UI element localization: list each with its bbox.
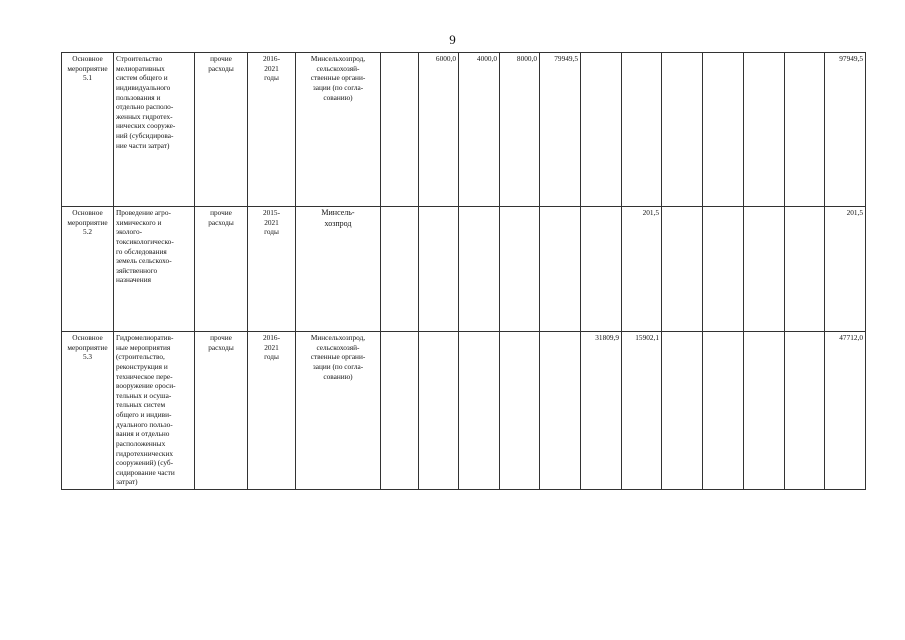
total-cell: 201,5 xyxy=(825,207,866,332)
expense-type-cell: прочие расходы xyxy=(195,332,248,490)
value-cell xyxy=(662,332,703,490)
value-cell xyxy=(662,53,703,207)
value-cell xyxy=(459,332,500,490)
executor-cell: Минсель- хозпрод xyxy=(296,207,381,332)
value-cell: 8000,0 xyxy=(500,53,540,207)
value-cell xyxy=(703,332,744,490)
value-cell xyxy=(540,207,581,332)
value-cell xyxy=(744,207,785,332)
value-cell xyxy=(381,207,419,332)
value-cell: 201,5 xyxy=(622,207,662,332)
value-cell xyxy=(419,332,459,490)
value-cell xyxy=(581,53,622,207)
period-cell: 2015- 2021 годы xyxy=(248,207,296,332)
value-cell xyxy=(744,53,785,207)
measure-description-cell: Проведение агро- химического и эколого- токсикологическо- го обследования земель сельскохо- зяйственного назначения xyxy=(114,207,195,332)
value-cell xyxy=(785,332,825,490)
value-cell xyxy=(581,207,622,332)
value-cell xyxy=(381,53,419,207)
executor-cell: Минсельхозпрод, сельскохозяй- ственные органи- зации (по согла- сованию) xyxy=(296,332,381,490)
value-cell xyxy=(785,207,825,332)
value-cell xyxy=(500,207,540,332)
budget-table xyxy=(61,52,866,490)
value-cell xyxy=(785,53,825,207)
total-cell: 97949,5 xyxy=(825,53,866,207)
table-row xyxy=(62,207,866,332)
value-cell: 15902,1 xyxy=(622,332,662,490)
expense-type-cell: прочие расходы xyxy=(195,207,248,332)
value-cell xyxy=(662,207,703,332)
value-cell xyxy=(540,332,581,490)
value-cell xyxy=(381,332,419,490)
page-number: 9 xyxy=(449,32,456,47)
value-cell: 4000,0 xyxy=(459,53,500,207)
value-cell: 31809,9 xyxy=(581,332,622,490)
table-row xyxy=(62,332,866,490)
measure-name-cell: Основное мероприятие 5.2 xyxy=(62,207,114,332)
measure-name-cell: Основное мероприятие 5.1 xyxy=(62,53,114,207)
measure-name-cell: Основное мероприятие 5.3 xyxy=(62,332,114,490)
period-cell: 2016- 2021 годы xyxy=(248,53,296,207)
measure-description-cell: Гидромелиоратив- ные мероприятия (строительство, реконструкция и техническое пере- вооружение ороси- тельных и осуша- тельных систем общего и индиви- дуального пользо- вания и отдельно расположенных гидротехнических сооружений) (суб- сидирование части затрат) xyxy=(114,332,195,490)
measure-description-cell: Строительство мелиоративных систем общего и индивидуального пользования и отдельно располо- женных гидротех- нических сооруже- ний (субсидирова- ние части затрат) xyxy=(114,53,195,207)
value-cell xyxy=(459,207,500,332)
total-cell: 47712,0 xyxy=(825,332,866,490)
table-row xyxy=(62,53,866,207)
value-cell: 79949,5 xyxy=(540,53,581,207)
executor-cell: Минсельхозпрод, сельскохозяй- ственные органи- зации (по согла- сованию) xyxy=(296,53,381,207)
period-cell: 2016- 2021 годы xyxy=(248,332,296,490)
value-cell xyxy=(419,207,459,332)
value-cell xyxy=(744,332,785,490)
value-cell xyxy=(622,53,662,207)
value-cell xyxy=(703,207,744,332)
expense-type-cell: прочие расходы xyxy=(195,53,248,207)
value-cell: 6000,0 xyxy=(419,53,459,207)
value-cell xyxy=(500,332,540,490)
value-cell xyxy=(703,53,744,207)
